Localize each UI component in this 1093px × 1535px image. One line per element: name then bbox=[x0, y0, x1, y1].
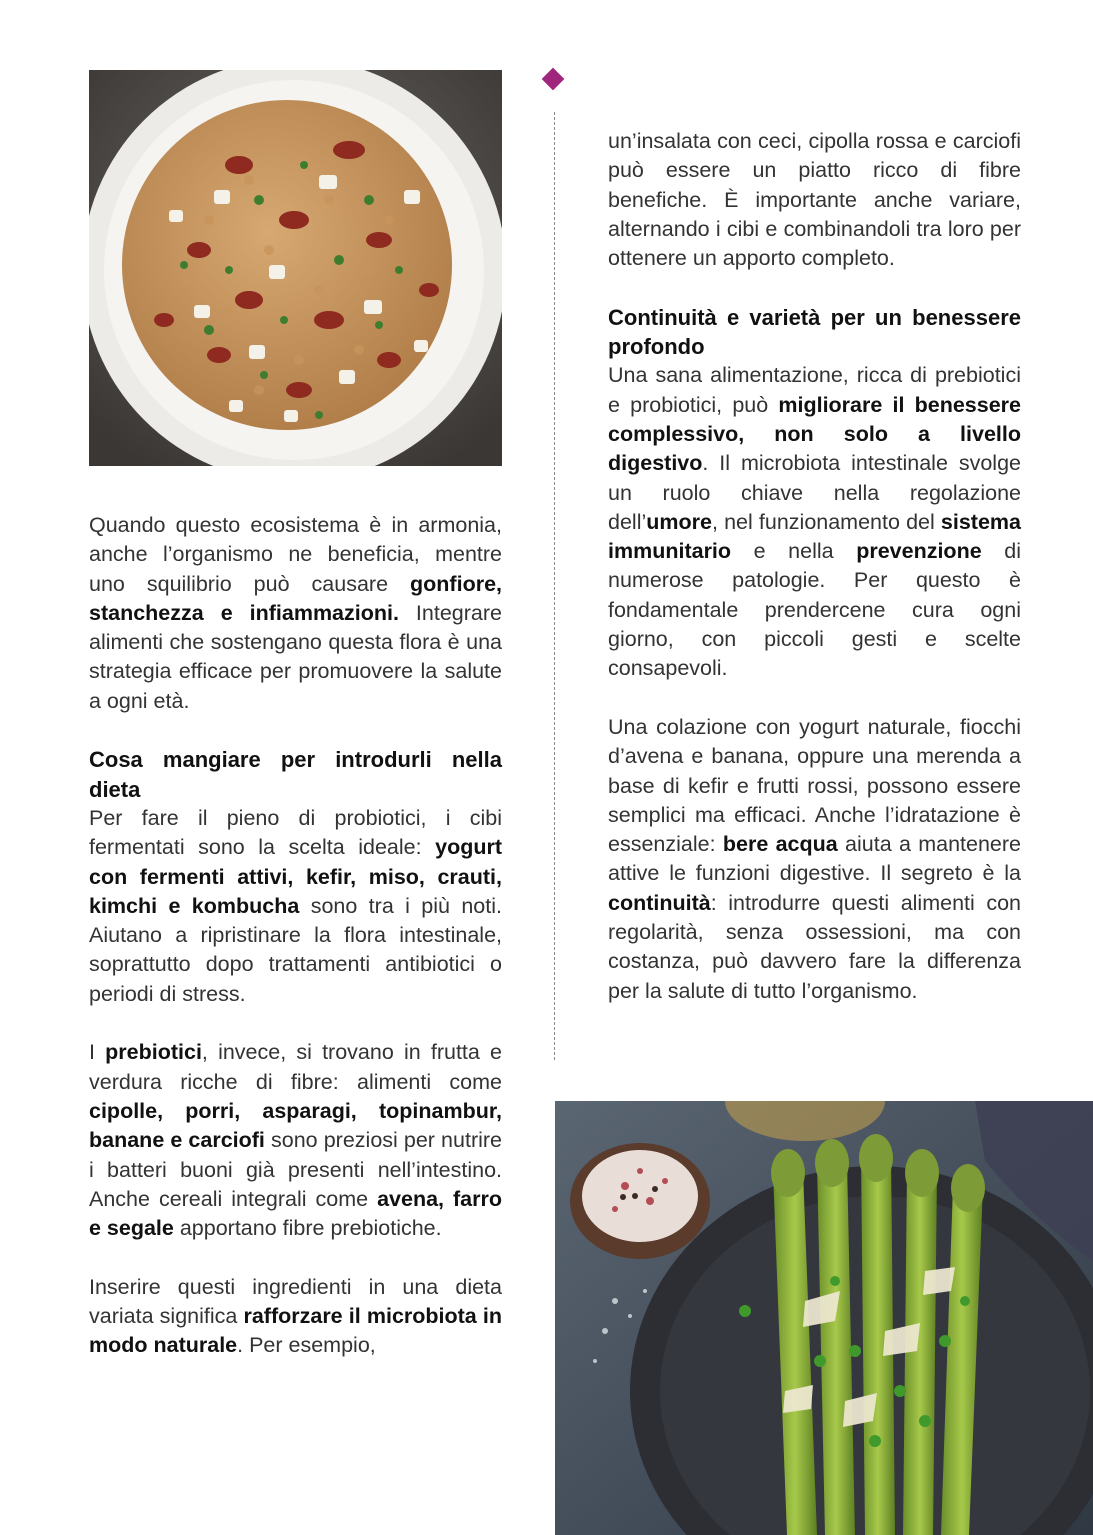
right-column bbox=[608, 127, 1021, 1006]
text: . Per esempio, bbox=[237, 1333, 376, 1358]
highlight: gonfiore, stanchezza e infiammazioni. bbox=[89, 571, 502, 625]
highlight: migliorare il benessere complessivo, non solo a livello digestivo bbox=[608, 392, 1021, 476]
heading-cosa-mangiare: Cosa mangiare per introdurli nella dieta bbox=[89, 747, 502, 802]
highlight: yogurt con fermenti attivi, kefir, miso, crauti, kimchi e kombucha bbox=[89, 835, 502, 918]
highlight: continuità bbox=[608, 890, 711, 915]
paragraph-prebiotici bbox=[89, 1038, 502, 1243]
text: sono tra i più noti. Aiutano a ripristinare la flora intestinale, soprattutto dopo trattamenti antibiotici o periodi di stress. bbox=[89, 893, 502, 1006]
paragraph-alimentazione bbox=[608, 361, 1021, 683]
heading-continuita: Continuità e varietà per un benessere profondo bbox=[608, 304, 1021, 360]
asparagus-spears bbox=[771, 1134, 985, 1535]
paragraph-colazione bbox=[608, 713, 1021, 1006]
text: aiuta a mantenere attive le funzioni digestive. Il segreto è la bbox=[608, 832, 1021, 886]
text: e nella bbox=[731, 539, 857, 564]
text: di numerose patologie. Per questo è fondamentale prendercene cura ogni giorno, con piccoli gesti e scelte consapevoli. bbox=[608, 539, 1021, 681]
text: Una colazione con yogurt naturale, fiocchi d’avena e banana, oppure una merenda a base di kefir e frutti rossi, possono essere semplici ma efficaci. Anche l’idratazione è essenziale: bbox=[608, 714, 1021, 857]
column-divider bbox=[554, 112, 555, 1060]
text: : introdurre questi alimenti con regolarità, senza ossessioni, ma con costanza, può davvero fare la differenza per la salute di tutto l’organismo. bbox=[608, 890, 1021, 1003]
text: apportano fibre prebiotiche. bbox=[173, 1216, 442, 1241]
grain-salad-photo bbox=[89, 70, 502, 466]
text: , invece, si trovano in frutta e verdura ricche di fibre: alimenti come bbox=[89, 1040, 502, 1094]
text: Quando questo ecosistema è in armonia, anche l’organismo ne beneficia, mentre uno squilibrio può causare bbox=[89, 513, 502, 596]
highlight: rafforzare il microbiota in modo naturale bbox=[89, 1304, 502, 1358]
text: sono preziosi per nutrire i batteri buoni già presenti nell’intestino. Anche cereali integrali come bbox=[89, 1128, 503, 1211]
highlight: prebiotici bbox=[105, 1040, 202, 1065]
highlight: umore bbox=[646, 509, 712, 534]
grain-salad-illustration bbox=[89, 70, 502, 466]
highlight: sistema immunitario bbox=[608, 509, 1021, 564]
grain-pile bbox=[122, 100, 452, 430]
text: I bbox=[89, 1040, 106, 1065]
highlight: bere acqua bbox=[722, 832, 838, 857]
left-column bbox=[89, 511, 502, 1361]
highlight: avena, farro e segale bbox=[89, 1186, 502, 1241]
text: , nel funzionamento del bbox=[711, 509, 941, 534]
highlight: prevenzione bbox=[856, 539, 982, 564]
divider-diamond-icon bbox=[542, 68, 565, 91]
text: Integrare alimenti che sostengano questa flora è una strategia efficace per promuovere la salute a ogni età. bbox=[89, 600, 502, 713]
asparagus-illustration bbox=[555, 1101, 1093, 1535]
text: Una sana alimentazione, ricca di prebiotici e probiotici, può bbox=[608, 363, 1021, 417]
highlight: cipolle, porri, asparagi, topinambur, banane e carciofi bbox=[89, 1098, 502, 1153]
paragraph-ecosystem bbox=[89, 511, 502, 716]
paragraph-insalata: un’insalata con ceci, cipolla rossa e carciofi può essere un piatto ricco di fibre benefiche. È importante anche variare, alternando i cibi e combinandoli tra loro per ottenere un apporto completo. bbox=[608, 129, 1021, 271]
asparagus-photo bbox=[555, 1101, 1093, 1535]
paragraph-ingredienti bbox=[89, 1273, 502, 1361]
text: Inserire questi ingredienti in una dieta variata significa bbox=[89, 1274, 502, 1329]
text: Per fare il pieno di probiotici, i cibi fermentati sono la scelta ideale: bbox=[89, 805, 502, 860]
text: . Il microbiota intestinale svolge un ruolo chiave nella regolazione dell’ bbox=[608, 451, 1021, 534]
paragraph-probiotici bbox=[89, 804, 502, 1009]
